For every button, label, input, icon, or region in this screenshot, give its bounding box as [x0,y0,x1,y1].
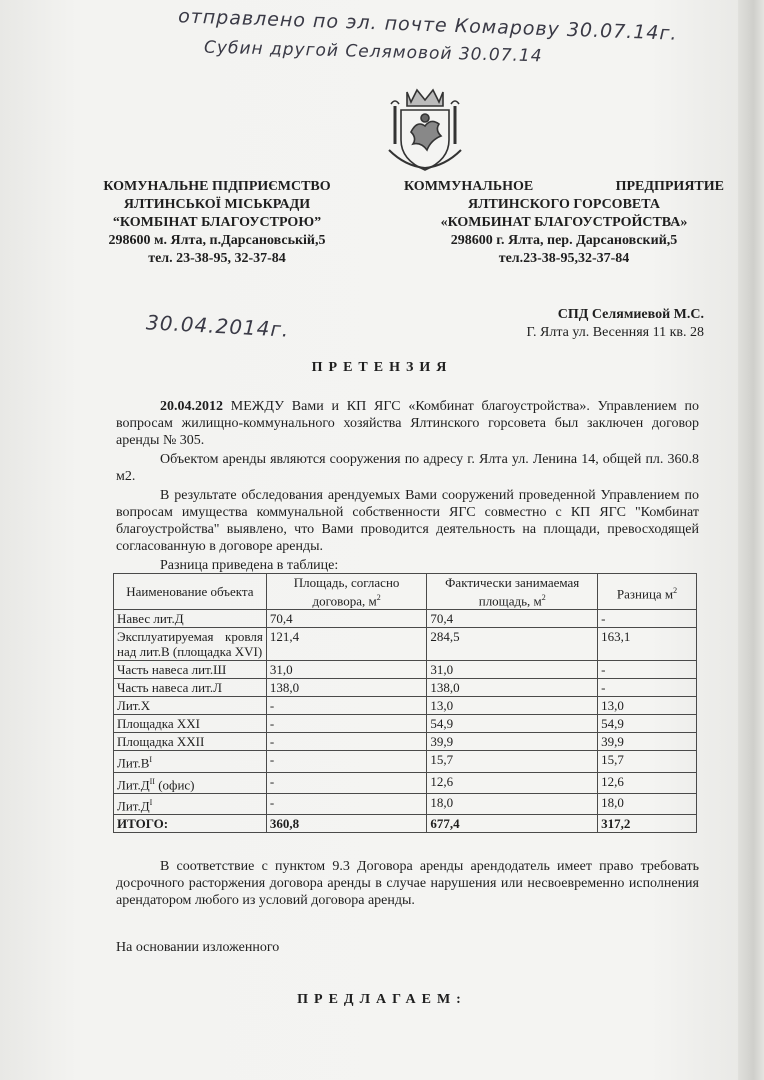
paragraph-basis [116,939,699,956]
table-row [114,679,697,697]
cell-name-text: Лит.Д [117,798,150,814]
col-header-contract [266,574,427,610]
header-right-line-1b: ПРЕДПРИЯТИЕ [615,179,724,194]
col-header-diff-sup: 2 [673,585,678,595]
header-right-line-4: 298600 г. Ялта, пер. Дарсановский,5 [450,233,678,248]
handwritten-note-2: Субин другой Селямовой 30.07.14 [203,37,543,67]
header-right-line-2: ЯЛТИНСКОГО ГОРСОВЕТА [467,197,660,212]
cell-contract: 31,0 [266,661,427,679]
cell-actual: 70,4 [427,610,598,628]
cell-actual: 39,9 [427,733,598,751]
cell-actual: 18,0 [427,793,598,814]
header-left-line-1: КОМУНАЛЬНЕ ПІДПРИЄМСТВО [103,179,331,194]
basis-text: На основании изложенного [116,940,280,955]
paragraph-termination [116,858,699,909]
cell-diff: 13,0 [598,697,697,715]
cell-name: Площадка XXII [114,733,267,751]
document-title: ПРЕТЕНЗИЯ [311,360,453,375]
table-row [114,793,697,814]
cell-contract: - [266,772,427,793]
cell-name-text: Лит.Д [117,776,150,792]
cell-name-text: Лит.В [117,755,150,771]
table-total-row [114,815,697,833]
addressee-name: СПД Селямиевой М.С. [557,307,704,322]
cell-actual: 13,0 [427,697,598,715]
object-text: Объектом аренды являются сооружения по адресу г. Ялта ул. Ленина 14, общей пл. 360.8 м2. [116,452,699,484]
paragraph-table-intro [116,557,699,574]
area-difference-table [113,573,697,833]
cell-name-suffix: (офис) [154,776,195,792]
table-row [114,661,697,679]
termination-text: В соответствие с пунктом 9.3 Договора аренды арендодатель имеет право требовать досрочного расторжения договора аренды в случае нарушения или несвоевременно исполнения арендатором любого из условий договора аренды. [116,859,699,908]
header-right-line-5: тел.23-38-95,32-37-84 [498,251,630,266]
cell-name: Часть навеса лит.Ш [114,661,267,679]
cell-diff: - [598,610,697,628]
cell-name: Часть навеса лит.Л [114,679,267,697]
cell-name: Эксплуатируемая кровля над лит.В (площадка XVI) [114,628,267,661]
addressee-block [478,306,704,342]
scan-edge [738,0,764,1080]
cell-name: Навес лит.Д [114,610,267,628]
cell-diff: 18,0 [598,793,697,814]
col-header-contract-text: Площадь, согласно договора, м [293,575,400,609]
contract-date: 20.04.2012 [160,399,223,414]
cell-actual: 12,6 [427,772,598,793]
cell-total-diff: 317,2 [598,815,697,833]
cell-name [114,793,267,814]
cell-diff: - [598,679,697,697]
cell-contract: 70,4 [266,610,427,628]
cell-diff: 163,1 [598,628,697,661]
header-right-line-1 [404,178,724,196]
col-header-diff [598,574,697,610]
sender-header-ukrainian [82,178,352,268]
cell-name [114,751,267,772]
handwritten-date: 30.04.2014г. [145,310,290,342]
paragraph-object [116,451,699,485]
table-row [114,751,697,772]
table-row [114,772,697,793]
cell-name-sup: I [149,797,153,807]
table-row [114,610,697,628]
paragraph-inspection [116,487,699,555]
cell-contract: - [266,715,427,733]
col-header-name-text: Наименование объекта [126,584,254,600]
col-header-actual-text: Фактически занимаемая площадь, м [445,575,580,609]
proposal-heading: ПРЕДЛАГАЕМ: [297,992,467,1007]
cell-name [114,772,267,793]
addressee-address: Г. Ялта ул. Весенняя 11 кв. 28 [526,325,704,340]
cell-actual: 54,9 [427,715,598,733]
table-row [114,628,697,661]
cell-diff: - [598,661,697,679]
cell-contract: - [266,793,427,814]
sender-header-russian [404,178,724,268]
header-left-line-4: 298600 м. Ялта, п.Дарсановськiй,5 [108,233,326,248]
cell-contract: - [266,751,427,772]
cell-diff: 12,6 [598,772,697,793]
cell-name: Площадка XXI [114,715,267,733]
cell-actual: 284,5 [427,628,598,661]
table-row [114,697,697,715]
table-row [114,733,697,751]
table-intro-text: Разница приведена в таблице: [160,558,339,573]
cell-contract: - [266,733,427,751]
col-header-contract-sup: 2 [376,593,381,602]
cell-actual: 15,7 [427,751,598,772]
header-left-line-2: ЯЛТИНСЬКОЇ МІСЬКРАДИ [123,197,311,212]
cell-name-sup: II [149,776,155,786]
cell-name: Лит.Х [114,697,267,715]
cell-diff: 54,9 [598,715,697,733]
col-header-actual-sup: 2 [541,593,546,602]
cell-total-actual: 677,4 [427,815,598,833]
paragraph-contract [116,398,699,449]
cell-diff: 15,7 [598,751,697,772]
crimea-coat-of-arms-icon [385,80,465,174]
col-header-diff-text: Разница м [616,585,674,601]
header-right-line-1a: КОММУНАЛЬНОЕ [404,179,534,194]
cell-contract: 138,0 [266,679,427,697]
header-left-line-5: тел. 23-38-95, 32-37-84 [148,251,286,266]
header-right-line-3: «КОМБИНАТ БЛАГОУСТРОЙСТВА» [440,215,688,230]
inspection-text: В результате обследования арендуемых Вами сооружений проведенной Управлением по вопросам имущества коммунальной собственности ЯГС совместно с КП ЯГС "Комбинат благоустройства" выявлено, что Вами проводится деятельность на площади, превосходящей согласованную в договоре аренды. [116,488,699,554]
col-header-actual [427,574,598,610]
cell-total-label: ИТОГО: [114,815,267,833]
cell-contract: - [266,697,427,715]
cell-contract: 121,4 [266,628,427,661]
cell-actual: 31,0 [427,661,598,679]
header-left-line-3: “КОМБІНАТ БЛАГОУСТРОЮ” [112,215,322,230]
cell-total-contract: 360,8 [266,815,427,833]
cell-diff: 39,9 [598,733,697,751]
contract-text: МЕЖДУ Вами и КП ЯГС «Комбинат благоустройства». Управлением по вопросам жилищно-коммунального хозяйства Ялтинского горсовета был заключен договор аренды № 305. [116,399,699,448]
handwritten-note-1: отправлено по эл. почте Комарову 30.07.14г. [177,5,678,45]
cell-name-sup: I [149,755,153,765]
table-row [114,715,697,733]
col-header-name [114,574,267,610]
cell-actual: 138,0 [427,679,598,697]
